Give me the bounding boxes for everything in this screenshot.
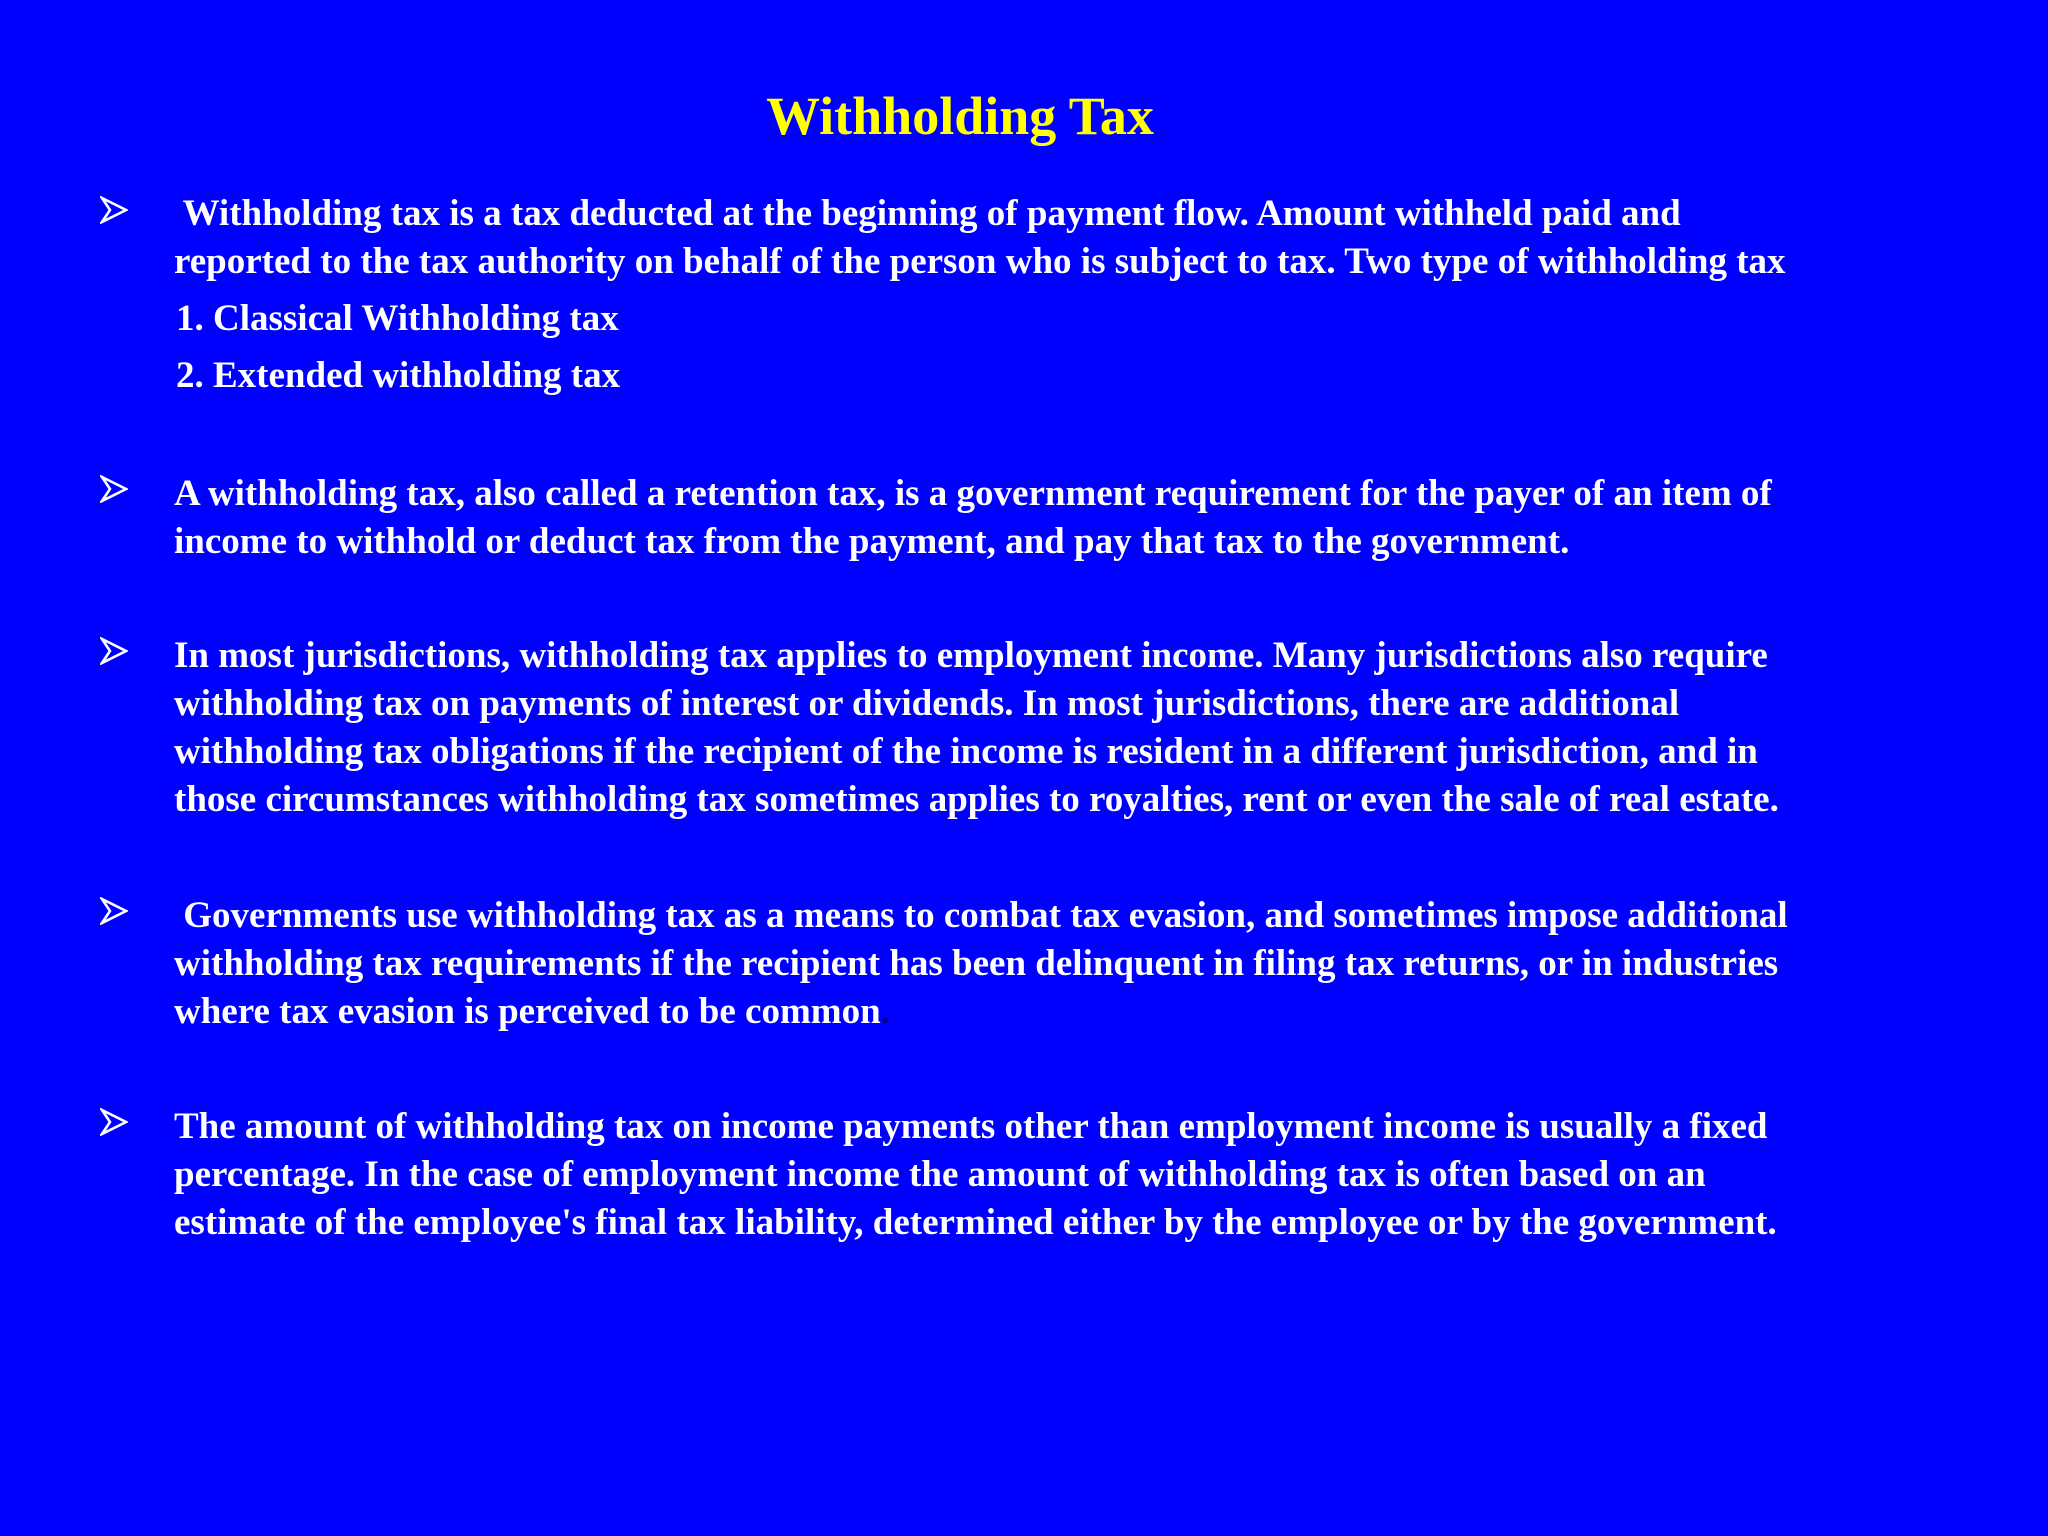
bullet-text — [174, 632, 1934, 824]
bullet-text — [174, 1103, 1934, 1247]
arrowhead-bullet-icon — [100, 196, 128, 224]
arrowhead-bullet-icon — [100, 897, 128, 925]
arrowhead-bullet-icon — [100, 637, 128, 665]
bullet-line: those circumstances withholding tax sometimes applies to royalties, rent or even the sale of real estate. — [174, 779, 1779, 820]
bullet-line: reported to the tax authority on behalf of the person who is subject to tax. Two type of withholding tax — [174, 241, 1786, 282]
bullet-line: where tax evasion is perceived to be common — [174, 991, 881, 1032]
bullet-text — [174, 470, 1934, 566]
trailing-period: . — [880, 991, 890, 1032]
slide-title: Withholding Tax — [766, 86, 1154, 146]
bullet-line: withholding tax on payments of interest or dividends. In most jurisdictions, there are additional — [174, 683, 1680, 724]
bullet-line: The amount of withholding tax on income payments other than employment income is usually a fixed — [174, 1106, 1768, 1147]
bullet-line: income to withhold or deduct tax from the payment, and pay that tax to the government. — [174, 521, 1570, 562]
bullet-text — [174, 190, 1934, 286]
sub-list-item: 2. Extended withholding tax — [176, 355, 621, 396]
sub-list-item: 1. Classical Withholding tax — [176, 298, 619, 339]
bullet-line: Governments use withholding tax as a means to combat tax evasion, and sometimes impose additional — [174, 895, 1788, 936]
bullet-line: percentage. In the case of employment income the amount of withholding tax is often based on an — [174, 1154, 1706, 1195]
bullet-line: Withholding tax is a tax deducted at the beginning of payment flow. Amount withheld paid and — [174, 193, 1681, 234]
bullet-line: withholding tax obligations if the recipient of the income is resident in a different jurisdiction, and in — [174, 731, 1758, 772]
bullet-line: estimate of the employee's final tax liability, determined either by the employee or by the government. — [174, 1202, 1777, 1243]
bullet-line: In most jurisdictions, withholding tax applies to employment income. Many jurisdictions also require — [174, 635, 1768, 676]
bullet-line: A withholding tax, also called a retention tax, is a government requirement for the payer of an item of — [174, 473, 1772, 514]
bullet-line-with-period — [174, 988, 1934, 1036]
sub-list — [176, 290, 620, 404]
bullet-text — [174, 892, 1934, 1036]
arrowhead-bullet-icon — [100, 1108, 128, 1136]
arrowhead-bullet-icon — [100, 475, 128, 503]
bullet-line: withholding tax requirements if the recipient has been delinquent in filing tax returns, or in industries — [174, 943, 1779, 984]
